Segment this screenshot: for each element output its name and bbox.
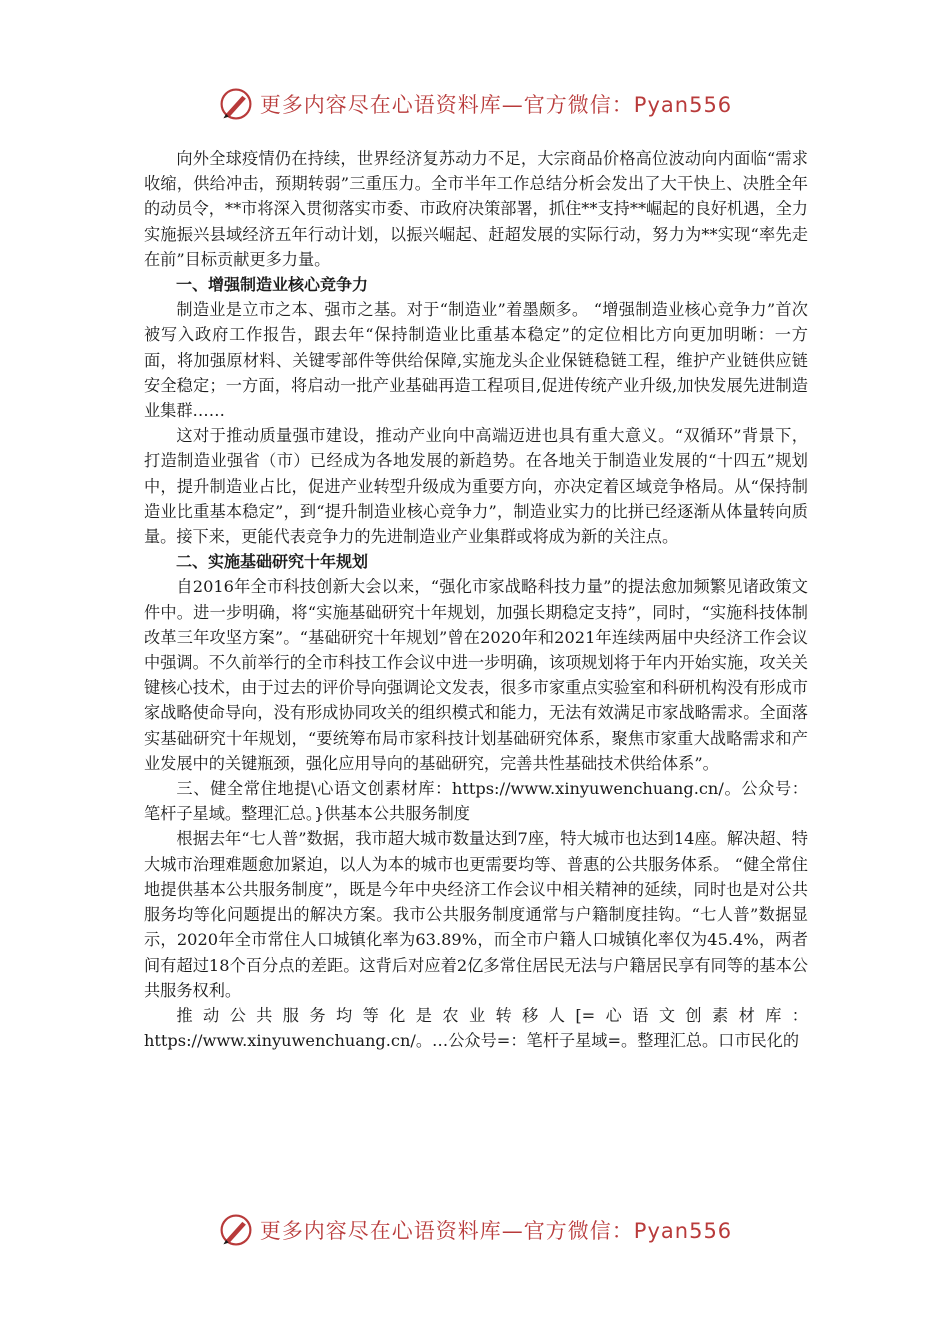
paragraph-basic-research: 自2016年全市科技创新大会以来，“强化市家战略科技力量”的提法愈加频繁见诸政策文件中。进一步明确，将“实施基础研究十年规划，加强长期稳定支持”，同时，“实施科技体制改革三年攻坚方案”。“基础研究十年规划”曾在2020年和2021年连续两届中央经济工作会议中强调。不久前举行的全市科技工作会议中进一步明确，该项规划将于年内开始实施，攻关关键核心技术，由于过去的评价导向强调论文发表，很多市家重点实验室和科研机构没有形成市家战略使命导向，没有形成协同攻关的组织模式和能力，无法有效满足市家战略需求。全面落实基础研究十年规划，“要统筹布局市家科技计划基础研究体系，聚焦市家重大战略需求和产业发展中的关键瓶颈，强化应用导向的基础研究，完善共性基础技术供给体系”。 <box>144 577 808 773</box>
document-body <box>144 146 808 1053</box>
banner-text: 更多内容尽在心语资料库—官方微信：Pyan556 <box>259 93 733 117</box>
footer-banner <box>0 1208 950 1252</box>
section-heading-1: 一、增强制造业核心竞争力 <box>176 275 369 295</box>
paragraph-equalization: 推动公共服务均等化是农业转移人[=心语文创素材库：https://www.xinyuwenchuang.cn/。…公众号=：笔杆子星域=。整理汇总。口市民化的 <box>144 1005 808 1051</box>
section-heading-2: 二、实施基础研究十年规划 <box>176 552 369 572</box>
banner-text: 更多内容尽在心语资料库—官方微信：Pyan556 <box>259 1219 733 1243</box>
section-heading-3: 三、健全常住地提\心语文创素材库：https://www.xinyuwenchuang.cn/。公众号：笔杆子星域。整理汇总。}供基本公共服务制度 <box>144 779 808 824</box>
pen-logo-icon <box>218 1212 254 1248</box>
paragraph-intro: 向外全球疫情仍在持续，世界经济复苏动力不足，大宗商品价格高位波动向内面临“需求收缩，供给冲击，预期转弱”三重压力。全市半年工作总结分析会发出了大干快上、决胜全年的动员令，**市将深入贯彻落实市委、市政府决策部署，抓住**支持**崛起的良好机遇，全力实施振兴县域经济五年行动计划，以振兴崛起、赶超发展的实际行动，努力为**实现“率先走在前”目标贡献更多力量。 <box>144 149 808 269</box>
paragraph-manufacturing: 制造业是立市之本、强市之基。对于“制造业”着墨颇多。 “增强制造业核心竞争力”首次被写入政府工作报告，跟去年“保持制造业比重基本稳定”的定位相比方向更加明晰：一方面，将加强原材料、关键零部件等供给保障,实施龙头企业保链稳链工程，维护产业链供应链安全稳定；一方面，将启动一批产业基础再造工程项目,促进传统产业升级,加快发展先进制造业集群…… <box>144 300 808 421</box>
pen-logo-icon <box>218 86 254 122</box>
header-banner <box>0 82 950 126</box>
paragraph-public-services: 根据去年“七人普”数据，我市超大城市数量达到7座，特大城市也达到14座。解决超、特大城市治理难题愈加紧迫，以人为本的城市也更需要均等、普惠的公共服务体系。 “健全常住地提供基本公共服务制度”，既是今年中央经济工作会议中相关精神的延续，同时也是对公共服务均等化问题提出的解决方案。我市公共服务制度通常与户籍制度挂钩。“七人普”数据显示，2020年全市常住人口城镇化率为63.89%，而全市户籍人口城镇化率仅为45.4%，两者间有超过18个百分点的差距。这背后对应着2亿多常住居民无法与户籍居民享有同等的基本公共服务权利。 <box>144 829 808 1000</box>
paragraph-manufacturing-significance: 这对于推动质量强市建设，推动产业向中高端迈进也具有重大意义。“双循环”背景下，打造制造业强省（市）已经成为各地发展的新趋势。在各地关于制造业发展的“十四五”规划中，提升制造业占比，促进产业转型升级成为重要方向，亦决定着区域竞争格局。从“保持制造业比重基本稳定”，到“提升制造业核心竞争力”，制造业实力的比拼已经逐渐从体量转向质量。接下来，更能代表竞争力的先进制造业产业集群或将成为新的关注点。 <box>144 426 808 547</box>
